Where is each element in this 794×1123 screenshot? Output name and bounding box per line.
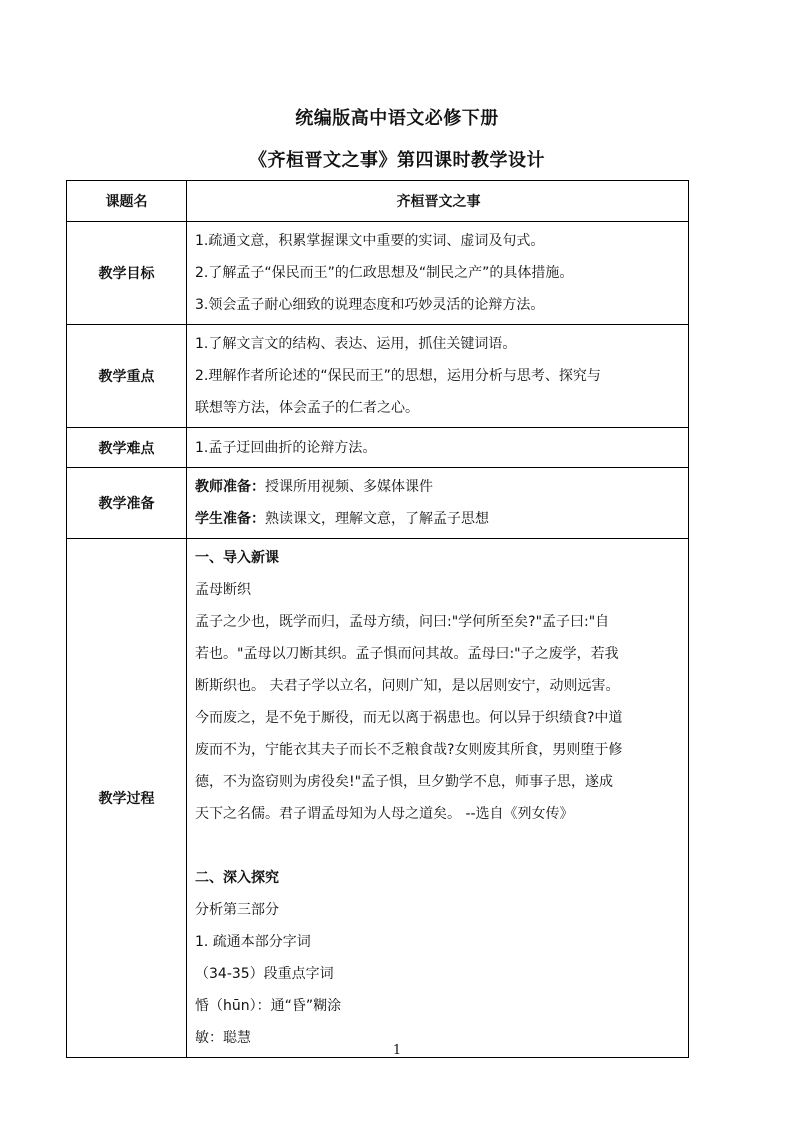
- content-key-points: [187, 325, 689, 428]
- label-topic: 课题名: [67, 181, 187, 222]
- analysis-title: 分析第三部分: [195, 902, 279, 918]
- list-item: 1. 疏通本部分字词: [195, 934, 311, 950]
- story-line: 废而不为，宁能衣其夫子而长不乏粮食哉?女则废其所食，男则堕于修: [195, 742, 623, 758]
- key-point-line: 联想等方法，体会孟子的仁者之心。: [195, 400, 419, 416]
- label-difficulty: 教学难点: [67, 428, 187, 468]
- content-process: [187, 539, 689, 1058]
- section-heading: 一、导入新课: [195, 550, 279, 566]
- label-goals: 教学目标: [67, 222, 187, 325]
- goal-line: 3.领会孟子耐心细致的说理态度和巧妙灵活的论辩方法。: [195, 297, 545, 313]
- label-process: 教学过程: [67, 539, 187, 1058]
- label-key-points: 教学重点: [67, 325, 187, 428]
- document-title: 统编版高中语文必修下册: [295, 108, 499, 129]
- key-point-line: 1.了解文言文的结构、表达、运用，抓住关键词语。: [195, 336, 517, 352]
- story-line: 断斯织也。 夫君子学以立名，问则广知，是以居则安宁，动则远害。: [195, 678, 620, 694]
- student-prep-label: 学生准备：: [195, 511, 265, 527]
- row-preparation: [67, 468, 689, 539]
- goal-line: 2.了解孟子“保民而王”的仁政思想及“制民之产”的具体措施。: [195, 265, 574, 281]
- story-title: 孟母断织: [195, 582, 251, 598]
- story-line: 今而废之，是不免于厮役，而无以离于祸患也。何以异于织绩食?中道: [195, 710, 623, 726]
- content-goals: [187, 222, 689, 325]
- vocab-item: 惛（hūn）：通“昏”糊涂: [195, 998, 342, 1014]
- page-number: 1: [392, 1043, 402, 1058]
- story-line: 德，不为盗窃则为虏役矣!"孟子惧，旦夕勤学不息，师事子思，遂成: [195, 774, 614, 790]
- row-topic: [67, 181, 689, 222]
- difficulty-line: 1.孟子迂回曲折的论辩方法。: [195, 439, 377, 456]
- value-topic: 齐桓晋文之事: [187, 181, 689, 222]
- row-difficulty: [67, 428, 689, 468]
- story-line: 孟子之少也，既学而归，孟母方绩，问曰:"学何所至矣?"孟子曰:"自: [195, 614, 610, 630]
- content-preparation: [187, 468, 689, 539]
- student-prep-line: [195, 503, 682, 535]
- story-line: 若也。"孟母以刀断其织。孟子惧而问其故。孟母曰:"子之废学，若我: [195, 646, 619, 662]
- teacher-prep-label: 教师准备：: [195, 479, 265, 495]
- row-process: [67, 539, 689, 1058]
- teacher-prep-line: [195, 471, 682, 503]
- document-subtitle: 《齐桓晋文之事》第四课时教学设计: [249, 150, 545, 171]
- goal-line: 1.疏通文意，积累掌握课文中重要的实词、虚词及句式。: [195, 233, 545, 249]
- row-goals: [67, 222, 689, 325]
- content-difficulty: [187, 428, 689, 468]
- vocab-item: 敏：聪慧: [195, 1030, 251, 1046]
- blank-line: [195, 830, 682, 862]
- story-line: 天下之名儒。君子谓孟母知为人母之道矣。 --选自《列女传》: [195, 806, 574, 822]
- teacher-prep-text: 授课所用视频、多媒体课件: [265, 479, 433, 495]
- student-prep-text: 熟读课文，理解文意，了解孟子思想: [265, 511, 489, 527]
- label-preparation: 教学准备: [67, 468, 187, 539]
- section-heading: 二、深入探究: [195, 870, 279, 886]
- list-item: （34-35）段重点字词: [195, 966, 334, 982]
- row-key-points: [67, 325, 689, 428]
- key-point-line: 2.理解作者所论述的“保民而王”的思想，运用分析与思考、探究与: [195, 368, 601, 384]
- lesson-plan-table: [66, 180, 689, 1058]
